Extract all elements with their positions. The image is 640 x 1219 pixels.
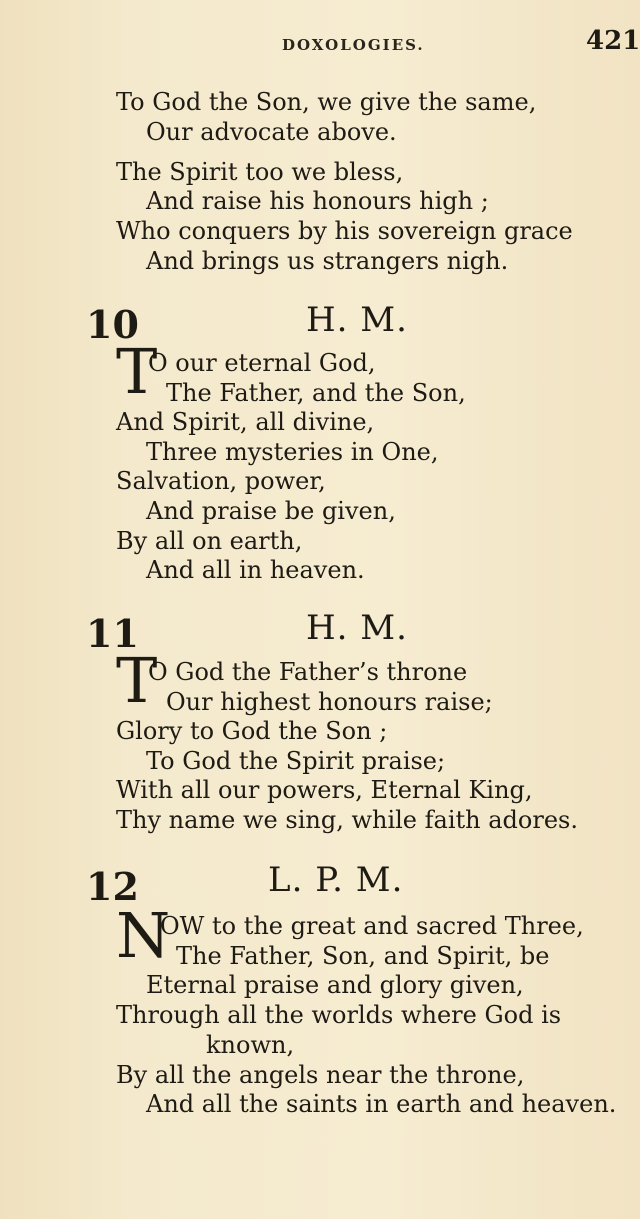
verse-line: With all our powers, Eternal King,	[116, 776, 533, 804]
hymn-number: 12	[86, 864, 139, 909]
verse-line: To God the Spirit praise;	[146, 747, 446, 775]
verse-line: The Spirit too we bless,	[116, 158, 404, 186]
verse-line: Who conquers by his sovereign grace	[116, 217, 573, 245]
verse-line: And brings us strangers nigh.	[146, 247, 509, 275]
drop-cap: T	[116, 644, 158, 717]
verse-line: And all in heaven.	[146, 556, 365, 584]
verse-line: Through all the worlds where God is	[116, 1001, 562, 1029]
verse-line: Thy name we sing, while faith adores.	[116, 806, 578, 834]
verse-line: known,	[206, 1031, 295, 1059]
hymn-meter: H. M.	[306, 608, 408, 648]
hymn-number: 11	[86, 611, 139, 656]
verse-line: And Spirit, all divine,	[116, 408, 375, 436]
verse-line: And praise be given,	[146, 497, 396, 525]
verse-line: Glory to God the Son ;	[116, 717, 388, 745]
verse-line: And raise his honours high ;	[146, 187, 489, 215]
verse-line: Three mysteries in One,	[146, 438, 439, 466]
verse-line: By all on earth,	[116, 527, 303, 555]
verse-line: Salvation, power,	[116, 467, 326, 495]
drop-cap: T	[116, 335, 158, 408]
hymn-meter: L. P. M.	[268, 860, 404, 900]
verse-line: To God the Son, we give the same,	[116, 88, 537, 116]
hymn-meter: H. M.	[306, 300, 408, 340]
verse-line: Our advocate above.	[146, 118, 397, 146]
verse-line: And all the saints in earth and heaven.	[146, 1090, 617, 1118]
verse-line: O God the Father’s throne	[148, 658, 468, 686]
running-title: DOXOLOGIES.	[282, 36, 425, 54]
drop-cap: N	[116, 899, 171, 972]
verse-line: By all the angels near the throne,	[116, 1061, 525, 1089]
verse-line: O our eternal God,	[148, 349, 376, 377]
verse-line: The Father, Son, and Spirit, be	[176, 942, 550, 970]
verse-line: The Father, and the Son,	[166, 379, 466, 407]
verse-line: OW to the great and sacred Three,	[160, 912, 584, 940]
page-number: 421	[586, 26, 640, 56]
hymn-number: 10	[86, 302, 139, 347]
verse-line: Our highest honours raise;	[166, 688, 493, 716]
verse-line: Eternal praise and glory given,	[146, 971, 524, 999]
